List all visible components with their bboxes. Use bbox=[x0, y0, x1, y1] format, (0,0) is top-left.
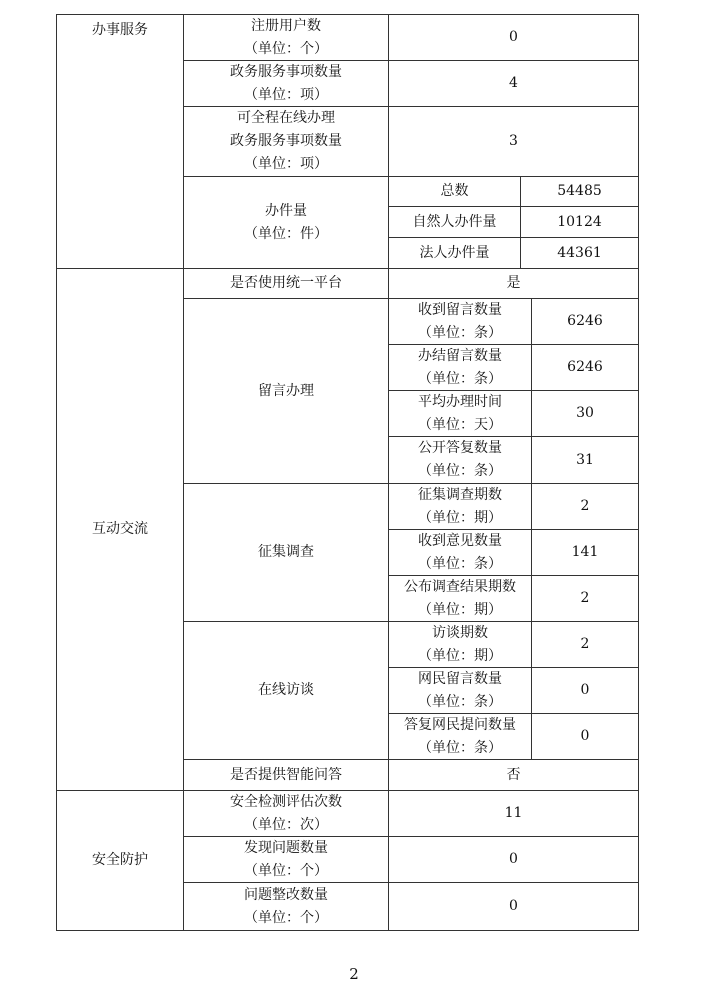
section-security-title: 安全防护 bbox=[92, 852, 148, 868]
value: 31 bbox=[576, 451, 594, 468]
label: 总数 bbox=[440, 183, 469, 199]
value: 否 bbox=[506, 766, 521, 783]
value: 0 bbox=[509, 898, 518, 914]
row-online-items-value bbox=[388, 106, 639, 177]
interview-periods-label bbox=[388, 621, 532, 668]
label: 是否提供智能问答 bbox=[230, 766, 342, 783]
value: 11 bbox=[504, 805, 523, 821]
section-service-title: 办事服务 bbox=[92, 22, 148, 38]
cases-natural-label bbox=[388, 206, 521, 238]
unit: （单位：条） bbox=[418, 324, 502, 341]
label: 发现问题数量 bbox=[244, 839, 328, 856]
interview-periods-value bbox=[531, 621, 639, 668]
row-smart-qa-value bbox=[388, 759, 639, 791]
value: 0 bbox=[509, 851, 518, 867]
interview-netizen-msgs-value bbox=[531, 667, 639, 714]
value: 44361 bbox=[557, 244, 602, 261]
row-service-items-label bbox=[183, 60, 389, 107]
cases-legal-label bbox=[388, 237, 521, 269]
row-unified-platform-value bbox=[388, 268, 639, 299]
value: 10124 bbox=[557, 213, 602, 230]
group-interview bbox=[183, 621, 389, 760]
label: 征集调查期数 bbox=[418, 486, 502, 503]
unit: （单位：项） bbox=[244, 86, 328, 103]
row-issues-fixed-label bbox=[183, 882, 389, 931]
messages-resolved-value bbox=[531, 344, 639, 391]
value: 3 bbox=[509, 133, 518, 149]
unit: （单位：条） bbox=[418, 370, 502, 387]
value: 30 bbox=[576, 405, 594, 421]
row-cases-label bbox=[183, 176, 389, 269]
label: 平均办理时间 bbox=[418, 393, 502, 410]
unit: （单位：天） bbox=[418, 416, 502, 433]
value: 0 bbox=[509, 29, 518, 45]
unit: （单位：期） bbox=[418, 509, 502, 526]
row-online-items-label bbox=[183, 106, 389, 177]
cases-total-label bbox=[388, 176, 521, 207]
group-title: 征集调查 bbox=[258, 544, 314, 560]
row-issues-fixed-value bbox=[388, 882, 639, 931]
messages-avg-time-label bbox=[388, 390, 532, 437]
messages-public-replies-label bbox=[388, 436, 532, 484]
survey-results-value bbox=[531, 575, 639, 622]
messages-avg-time-value bbox=[531, 390, 639, 437]
label: 办结留言数量 bbox=[418, 347, 502, 364]
stats-table bbox=[56, 14, 639, 931]
value: 6246 bbox=[567, 359, 603, 375]
label: 答复网民提问数量 bbox=[404, 716, 516, 733]
label: 公布调查结果期数 bbox=[404, 578, 516, 595]
unit: （单位：条） bbox=[418, 463, 502, 479]
label: 法人办件量 bbox=[419, 244, 490, 261]
section-security bbox=[56, 790, 184, 931]
unit: （单位：个） bbox=[244, 909, 328, 926]
row-issues-found-value bbox=[388, 836, 639, 883]
group-survey bbox=[183, 483, 389, 622]
label: 政务服务事项数量 bbox=[230, 63, 342, 80]
row-assessments-label bbox=[183, 790, 389, 837]
messages-resolved-label bbox=[388, 344, 532, 391]
unit: （单位：期） bbox=[418, 601, 502, 618]
interview-answered-value bbox=[531, 713, 639, 760]
row-registered-users-value bbox=[388, 14, 639, 61]
unit: （单位：条） bbox=[418, 693, 502, 710]
messages-received-value bbox=[531, 298, 639, 345]
label: 网民留言数量 bbox=[418, 670, 502, 687]
row-registered-users-label bbox=[183, 14, 389, 61]
unit: （单位：件） bbox=[244, 225, 328, 242]
value: 4 bbox=[509, 75, 518, 91]
value: 2 bbox=[580, 590, 590, 606]
value: 6246 bbox=[567, 313, 603, 329]
label: 可全程在线办理 bbox=[237, 110, 335, 126]
value: 54485 bbox=[557, 183, 602, 199]
unit: （单位：个） bbox=[244, 862, 328, 879]
label: 办件量 bbox=[265, 202, 307, 219]
label: 政务服务事项数量 bbox=[230, 133, 342, 149]
messages-received-label bbox=[388, 298, 532, 345]
interview-answered-label bbox=[388, 713, 532, 760]
label: 访谈期数 bbox=[432, 624, 488, 641]
unit: （单位：条） bbox=[418, 739, 502, 756]
survey-opinions-label bbox=[388, 529, 532, 576]
value: 141 bbox=[571, 544, 599, 560]
section-interaction bbox=[56, 268, 184, 791]
unit: （单位：项） bbox=[244, 156, 328, 172]
page-number: 2 bbox=[349, 965, 359, 983]
row-smart-qa-label bbox=[183, 759, 389, 791]
group-title: 在线访谈 bbox=[258, 682, 314, 698]
unit: （单位：个） bbox=[244, 40, 328, 57]
label: 安全检测评估次数 bbox=[230, 793, 342, 810]
unit: （单位：期） bbox=[418, 647, 502, 664]
value: 0 bbox=[580, 682, 590, 698]
messages-public-replies-value bbox=[531, 436, 639, 484]
label: 自然人办件量 bbox=[412, 213, 497, 230]
row-issues-found-label bbox=[183, 836, 389, 883]
cases-natural-value bbox=[520, 206, 639, 238]
label: 收到留言数量 bbox=[418, 301, 502, 318]
survey-opinions-value bbox=[531, 529, 639, 576]
row-unified-platform-label bbox=[183, 268, 389, 299]
cases-legal-value bbox=[520, 237, 639, 269]
value: 是 bbox=[506, 275, 521, 291]
section-interaction-title: 互动交流 bbox=[92, 521, 148, 537]
group-messages bbox=[183, 298, 389, 484]
interview-netizen-msgs-label bbox=[388, 667, 532, 714]
label: 问题整改数量 bbox=[244, 886, 328, 903]
survey-periods-value bbox=[531, 483, 639, 530]
value: 2 bbox=[580, 636, 590, 652]
value: 0 bbox=[580, 728, 590, 744]
survey-periods-label bbox=[388, 483, 532, 530]
value: 2 bbox=[580, 498, 590, 514]
unit: （单位：条） bbox=[418, 555, 502, 572]
unit: （单位：次） bbox=[244, 816, 328, 833]
label: 公开答复数量 bbox=[418, 440, 502, 456]
row-assessments-value bbox=[388, 790, 639, 837]
row-service-items-value bbox=[388, 60, 639, 107]
cases-total-value bbox=[520, 176, 639, 207]
group-title: 留言办理 bbox=[258, 382, 314, 399]
section-service bbox=[56, 14, 184, 269]
label: 是否使用统一平台 bbox=[230, 275, 342, 291]
label: 注册用户数 bbox=[251, 17, 321, 34]
survey-results-label bbox=[388, 575, 532, 622]
label: 收到意见数量 bbox=[418, 532, 502, 549]
